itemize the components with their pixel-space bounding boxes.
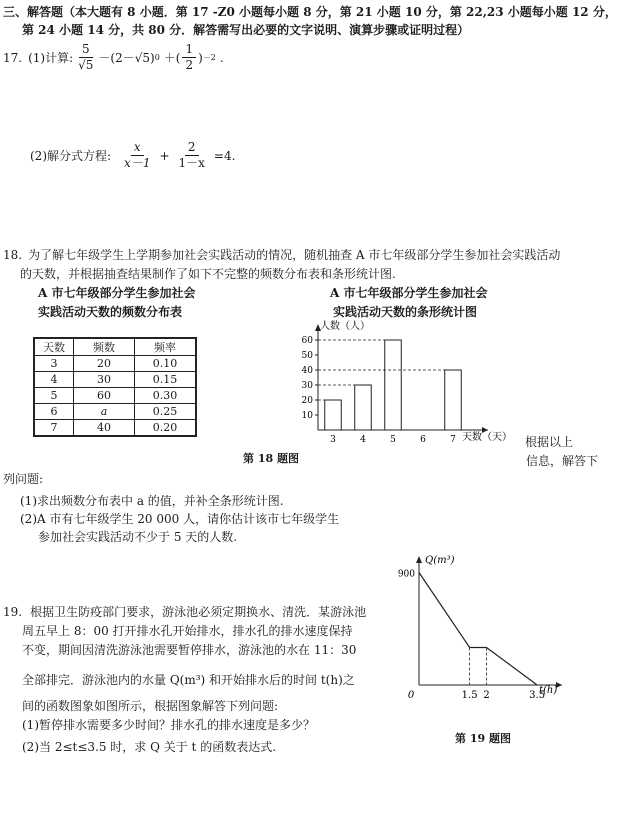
x-tick-label: 3.5 — [529, 690, 546, 701]
frequency-table — [33, 337, 197, 437]
bar-chart-marks — [318, 340, 461, 430]
x-tick-label: 1.5 — [461, 690, 478, 701]
line-chart — [395, 550, 565, 728]
bar-chart-xlabel: 天数（天） — [462, 432, 512, 443]
q17-frac2-denominator: 2 — [185, 58, 194, 72]
q17-part2-end: =4. — [213, 148, 236, 163]
bar — [325, 400, 342, 430]
q17-part1-plus: ＋( — [163, 51, 181, 65]
q17-fraction-2 — [182, 42, 196, 73]
bar-chart-ylabel: 人数（人） — [320, 321, 370, 332]
x-tick-label: 6 — [420, 435, 426, 445]
bar — [445, 370, 462, 430]
q19-text-line2: 周五早上 8：00 打开排水孔开始排水，排水孔的排水速度保持 — [22, 624, 353, 638]
table-cell: 20 — [74, 356, 135, 372]
q17-frac3-denominator: x－1 — [124, 156, 151, 170]
q17-exp-neg2: －2 — [202, 53, 216, 62]
q17-part1 — [3, 42, 224, 73]
y-tick-label: 20 — [301, 396, 313, 406]
q17-frac2-numerator: 1 — [182, 42, 196, 58]
y-tick-label: 40 — [301, 366, 313, 376]
q18-text-line2: 的天数，并根据抽查结果制作了如下不完整的频数分布表和条形统计图. — [20, 267, 396, 281]
q19-text-line3: 不变，期间因清洗游泳池需要暂停排水，游泳池的水在 11：30 — [22, 643, 357, 657]
table-header-row — [34, 338, 196, 356]
x-tick-label: 3 — [330, 435, 336, 445]
x-tick-label: 7 — [450, 435, 456, 445]
q18-text-line1: 为了解七年级学生上学期参加社会实践活动的情况，随机抽查 A 市七年级部分学生参加社会实践活动 — [28, 248, 561, 262]
y-tick-label: 900 — [397, 569, 415, 580]
q18-sub2b: 参加社会实践活动不少于 5 天的人数. — [38, 530, 238, 544]
table-header-cell: 频率 — [135, 338, 197, 356]
bar-chart — [290, 316, 522, 451]
q17-part2 — [30, 140, 235, 171]
q17-fraction-4 — [176, 140, 208, 171]
q18-sub1: (1)求出频数分布表中 a 的值，并补全条形统计图. — [20, 494, 284, 508]
q17-part2-plus: + — [159, 148, 170, 163]
q17-frac1-denominator: √5 — [78, 58, 94, 72]
table-cell: 3 — [34, 356, 74, 372]
q19-text-line5: 间的函数图象如图所示，根据图象解答下列问题: — [22, 699, 279, 713]
q19-line1-wrap — [3, 603, 366, 620]
q18-sub2a: (2)A 市有七年级学生 20 000 人，请你估计该市七年级学生 — [20, 512, 340, 526]
table-cell: 0.15 — [135, 372, 197, 388]
q18-table-title-2: 实践活动天数的频数分布表 — [38, 305, 183, 319]
bar — [355, 385, 372, 430]
q17-part1-close: ) — [198, 50, 203, 65]
q17-frac4-numerator: 2 — [185, 140, 199, 156]
table-cell: 6 — [34, 404, 74, 420]
table-cell: 0.30 — [135, 388, 197, 404]
q17-frac4-denominator: 1－x — [178, 156, 205, 170]
table-row — [34, 356, 196, 372]
table-cell: 4 — [34, 372, 74, 388]
q17-part2-prefix: (2)解分式方程: — [30, 149, 112, 163]
water-line — [419, 573, 537, 686]
y-tick-label: 50 — [301, 351, 313, 361]
table-cell: 0.10 — [135, 356, 197, 372]
q17-number: 17. — [3, 50, 23, 65]
q19-number: 19. — [3, 605, 23, 619]
y-axis-arrow — [416, 556, 422, 563]
q18-right-text-1: 根据以上 — [525, 435, 574, 449]
q19-figure-caption: 第 19 题图 — [455, 732, 511, 745]
table-cell: 60 — [74, 388, 135, 404]
q18-number: 18. — [3, 248, 23, 262]
x-tick-label: 2 — [483, 690, 490, 701]
x-tick-label: 4 — [360, 435, 366, 445]
table-row — [34, 388, 196, 404]
table-row — [34, 404, 196, 420]
section-header-line2: 第 24 小题 14 分，共 80 分．解答需写出必要的文字说明、演算步骤或证明过程） — [22, 23, 470, 37]
q18-line-after: 列问题: — [3, 472, 44, 486]
q17-part1-prefix: (1)计算: — [28, 51, 74, 65]
table-cell: 7 — [34, 420, 74, 437]
x-tick-label: 0 — [407, 690, 415, 701]
y-tick-label: 60 — [301, 336, 313, 346]
line-chart-marks — [419, 573, 537, 686]
table-header-cell: 频数 — [74, 338, 135, 356]
q17-frac3-numerator: x — [131, 140, 144, 156]
q18-chart-title-1: A 市七年级部分学生参加社会 — [330, 286, 488, 300]
q17-fraction-3 — [121, 140, 153, 171]
q17-exp-0: 0 — [154, 53, 160, 62]
line-chart-xlabel: t(h) — [539, 685, 558, 696]
line-chart-ylabel: Q(m³) — [425, 555, 455, 566]
section-header-line1: 三、解答题（本大题有 8 小题．第 17 -Z0 小题每小题 8 分，第 21 小题 10 分，第 22,23 小题每小题 12 分， — [3, 5, 617, 19]
table-cell: 0.20 — [135, 420, 197, 437]
q18-figure-caption: 第 18 题图 — [243, 452, 299, 465]
q18-chart-title-2: 实践活动天数的条形统计图 — [333, 305, 478, 319]
q19-text-line4: 全部排完．游泳池内的水量 Q(m³) 和开始排水后的时间 t(h)之 — [22, 673, 355, 687]
table-cell: 0.25 — [135, 404, 197, 420]
table-header-cell: 天数 — [34, 338, 74, 356]
q17-frac1-numerator: 5 — [79, 42, 93, 58]
table-cell: a — [74, 404, 135, 420]
y-tick-label: 10 — [301, 411, 313, 421]
q17-part1-end: . — [219, 50, 224, 65]
q18-right-text-2: 信息，解答下 — [526, 454, 599, 468]
q19-sub2: (2)当 2≤t≤3.5 时，求 Q 关于 t 的函数表达式. — [22, 740, 277, 754]
q19-sub1: (1)暂停排水需要多少时间？排水孔的排水速度是多少？ — [22, 718, 316, 732]
x-tick-label: 5 — [390, 435, 396, 445]
table-cell: 30 — [74, 372, 135, 388]
table-row — [34, 420, 196, 437]
table-row — [34, 372, 196, 388]
table-cell: 40 — [74, 420, 135, 437]
q18-line1 — [3, 246, 560, 263]
q17-part1-mid: －(2－√5) — [98, 51, 155, 65]
bar — [385, 340, 402, 430]
y-tick-label: 30 — [301, 381, 313, 391]
q18-table-title-1: A 市七年级部分学生参加社会 — [38, 286, 196, 300]
q17-fraction-1 — [75, 42, 96, 73]
q19-text-line1: 根据卫生防疫部门要求，游泳池必须定期换水、清洗．某游泳池 — [30, 605, 367, 619]
table-cell: 5 — [34, 388, 74, 404]
